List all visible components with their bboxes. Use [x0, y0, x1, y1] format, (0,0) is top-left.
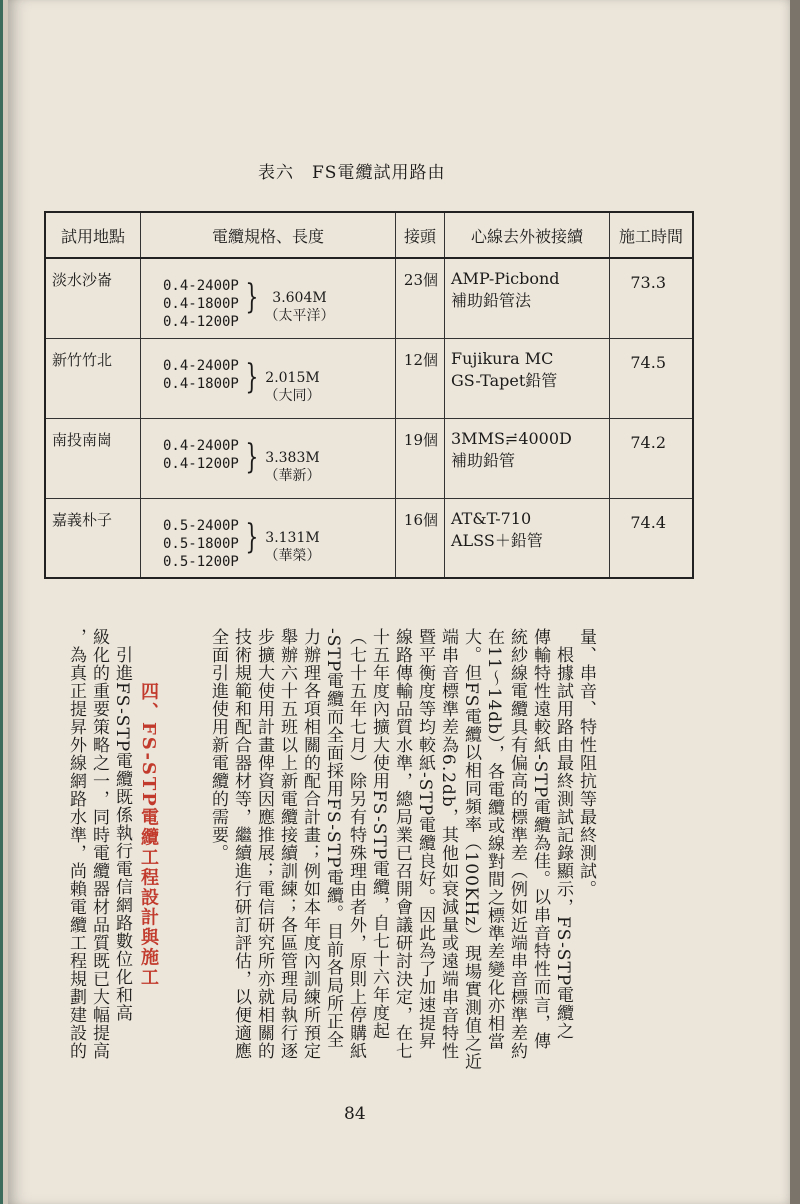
total-length: 3.604M: [272, 290, 327, 306]
text-column: 級化的重要策略之一，同時電纜器材品質既已大幅提高: [89, 628, 109, 1060]
header-site: 試用地點: [45, 212, 141, 258]
method-line: ALSS＋鉛管: [451, 530, 543, 550]
spec-cell: [141, 258, 396, 338]
vendor-name: （華榮）: [264, 547, 321, 564]
cable-spec-line: 0.4-2400P: [163, 278, 239, 294]
spec-total: [265, 357, 321, 405]
cable-spec-line: 0.5-2400P: [163, 517, 239, 534]
table-row: [45, 418, 693, 498]
method-cell: [445, 418, 610, 498]
text-column: 步擴大使用計畫俾資因應推展；電信研究所亦就相關的: [254, 628, 274, 1060]
total-length: 3.383M: [265, 449, 320, 466]
method-line: GS-Tapet鉛管: [451, 370, 558, 390]
text-column: 量、串音、特性阻抗等最終測試。: [576, 628, 596, 898]
text-column: -STP電纜而全面採用FS-STP電纜。目前各局所正全: [323, 628, 343, 1049]
joints-cell: 19個: [396, 418, 445, 498]
cable-spec-line: 0.5-1200P: [163, 553, 239, 570]
text-column: 十五年度內擴大使用FS-STP電纜，自七十六年度起: [369, 628, 389, 1041]
table-header-row: [45, 212, 693, 258]
site-cell: 南投南崗: [45, 418, 141, 498]
joints-cell: 16個: [396, 498, 445, 578]
spec-lines: [147, 517, 239, 571]
text-column: 在11～14db），各電纜或線對間之標準差變化亦相當: [484, 628, 504, 1051]
text-column: 根據試用路由最終測試記錄顯示，FS-STP電纜之: [553, 628, 573, 1041]
header-joints: 接頭: [396, 212, 445, 258]
vendor-name: （太平洋）: [264, 308, 335, 324]
cable-spec-line: 0.4-1800P: [163, 375, 239, 392]
table-row: [45, 498, 693, 578]
text-column: 技術規範和配合器材等，繼續進行研訂評估，以便適應: [231, 628, 251, 1060]
joints-cell: 23個: [396, 258, 445, 338]
vendor-name: （大同）: [264, 387, 321, 404]
method-cell: [445, 338, 610, 418]
time-cell: 74.5: [610, 338, 694, 418]
method-line: AMP-Picbond: [451, 269, 560, 288]
table-row: [45, 338, 693, 418]
text-column: 舉辦六十五班以上新電纜接續訓練；各區管理局執行逐: [277, 628, 297, 1060]
header-time: 施工時間: [610, 212, 694, 258]
vendor-name: （華新）: [264, 467, 321, 484]
header-method: 心線去外被接續: [445, 212, 610, 258]
site-cell: 新竹竹北: [45, 338, 141, 418]
text-column: 力辦理各項相關的配合計畫；例如本年度內訓練所預定: [300, 628, 320, 1060]
text-column: 端串音標準差為6.2db，其他如衰減量或遠端串音特性: [438, 628, 458, 1060]
time-cell: 74.4: [610, 498, 694, 578]
text-column: 暨平衡度等均較紙-STP電纜良好。因此為了加速提昇: [415, 628, 435, 1051]
text-column: （七十五年七月）除另有特殊理由者外，原則上停購紙: [346, 628, 366, 1060]
header-spec: 電纜規格、長度: [141, 212, 396, 258]
text-column: 大。但FS電纜以相同頻率（100KHz）現場實測值之近: [461, 628, 481, 1071]
spec-total: [265, 517, 321, 565]
method-cell: [445, 258, 610, 338]
spec-cell: [141, 418, 396, 498]
cable-spec-line: 0.5-1800P: [163, 535, 239, 552]
brace-glyph: }: [245, 356, 259, 397]
spec-cell: [141, 498, 396, 578]
cable-spec-line: 0.4-1200P: [163, 455, 239, 472]
brace-glyph: }: [245, 277, 259, 317]
fs-cable-trial-routes-table: [44, 211, 694, 579]
method-cell: [445, 498, 610, 578]
spec-lines: [147, 437, 239, 473]
total-length: 2.015M: [265, 369, 320, 386]
cable-spec-line: 0.4-2400P: [163, 437, 239, 454]
page-number: 84: [344, 1104, 366, 1124]
method-line: 補助鉛管法: [451, 291, 532, 310]
method-line: Fujikura MC: [451, 348, 554, 368]
site-cell: 嘉義朴子: [45, 498, 141, 578]
book-page: [8, 0, 790, 1204]
book-spine-edge: [0, 0, 8, 1204]
spec-total: [265, 277, 335, 325]
cable-spec-line: 0.4-1800P: [163, 296, 239, 312]
site-cell: 淡水沙崙: [45, 258, 141, 338]
text-column: 統紗線電纜具有偏高的標準差（例如近端串音標準差約: [507, 628, 527, 1060]
total-length: 3.131M: [265, 529, 320, 546]
time-cell: 74.2: [610, 418, 694, 498]
section-text: [64, 628, 133, 1108]
time-cell: 73.3: [610, 258, 694, 338]
method-line: 補助鉛管: [451, 450, 516, 470]
text-column: ，為真正提昇外線網路水準，尚賴電纜工程規劃建設的: [66, 628, 86, 1060]
table-row: [45, 258, 693, 338]
method-line: 3MMS≓4000D: [451, 428, 572, 448]
brace-glyph: }: [245, 516, 259, 557]
cable-spec-line: 0.4-1200P: [163, 314, 239, 330]
spec-total: [265, 437, 321, 485]
body-text: [206, 628, 597, 1108]
spec-lines: [147, 357, 239, 393]
joints-cell: 12個: [396, 338, 445, 418]
section-title: 四、FS-STP電纜工程設計與施工: [138, 682, 159, 988]
spec-lines: [147, 277, 239, 331]
table-caption: 表六 FS電纜試用路由: [258, 163, 446, 183]
brace-glyph: }: [245, 436, 259, 477]
table-body: [45, 258, 693, 578]
text-column: 全面引進使用新電纜的需要。: [208, 628, 228, 862]
cable-spec-line: 0.4-2400P: [163, 357, 239, 374]
method-line: AT&T-710: [451, 508, 532, 528]
text-column: 線路傳輸品質水準，總局業已召開會議研討決定，在七: [392, 628, 412, 1060]
text-column: 傳輸特性遠較紙-STP電纜為佳。以串音特性而言，傳: [530, 628, 550, 1051]
text-column: 引進FS-STP電纜既係執行電信網路數位化和高: [112, 628, 132, 1023]
spec-cell: [141, 338, 396, 418]
